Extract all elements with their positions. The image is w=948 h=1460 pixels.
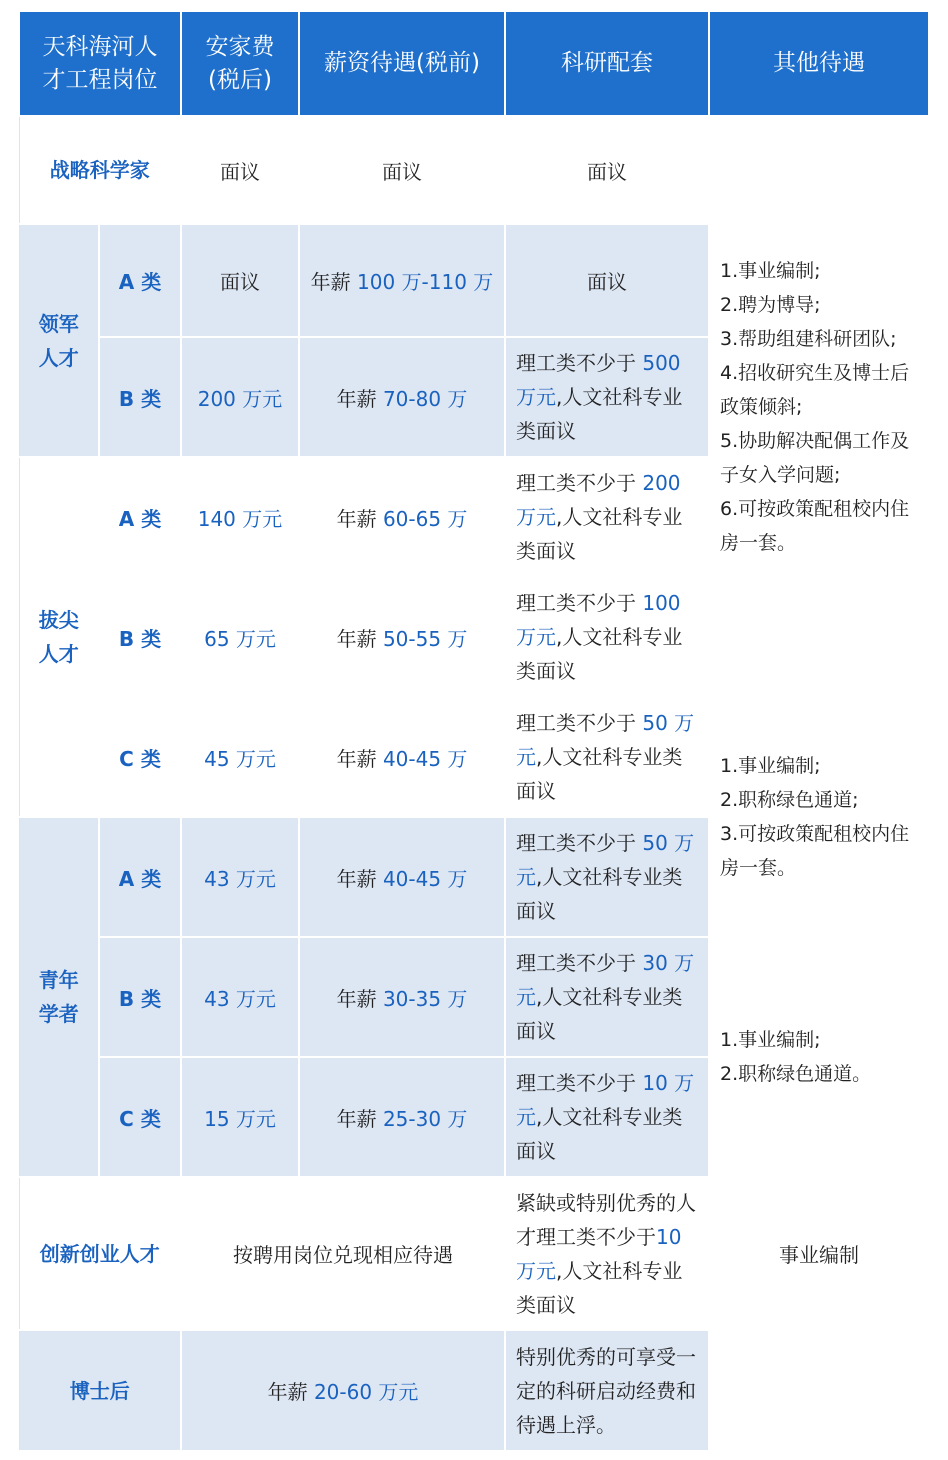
research-text: ,人文社科专业类面议	[516, 625, 683, 683]
research-text: ,人文社科专业类面议	[516, 865, 683, 923]
salary-cell	[299, 337, 505, 457]
settle-cell: 45 万元	[181, 697, 299, 817]
table-row	[19, 697, 929, 817]
salary-amount: 70-80 万	[382, 386, 468, 411]
class-label: A 类	[99, 457, 181, 577]
research-text: ,人文社科专业类面议	[516, 505, 683, 563]
header-settle-line2: (税后)	[208, 66, 272, 93]
category-innovation: 创新创业人才	[19, 1177, 181, 1330]
research-text: ,人文社科专业类面议	[516, 1105, 683, 1163]
research-cell: 特别优秀的可享受一定的科研启动经费和待遇上浮。	[505, 1330, 709, 1451]
salary-amount: 100 万-110 万	[357, 270, 494, 294]
research-text: ,人文社科专业类面议	[516, 385, 683, 443]
benefit-item: 1.事业编制;	[720, 755, 821, 777]
salary-prefix: 年薪	[336, 386, 377, 411]
salary-cell	[299, 937, 505, 1057]
salary-cell: 面议	[299, 116, 505, 224]
salary-amount: 60-65 万	[382, 506, 468, 531]
other-benefits-group2	[709, 697, 929, 937]
settle-cell: 43 万元	[181, 937, 299, 1057]
settle-cell: 65 万元	[181, 577, 299, 697]
research-text: 理工类不少于	[516, 711, 636, 735]
class-label: B 类	[99, 937, 181, 1057]
combined-cell: 按聘用岗位兑现相应待遇	[181, 1177, 505, 1330]
salary-amount: 20-60 万元	[313, 1380, 419, 1404]
salary-cell	[299, 697, 505, 817]
research-cell	[505, 1177, 709, 1330]
header-other: 其他待遇	[709, 11, 929, 116]
category-young	[19, 817, 99, 1177]
settle-cell: 面议	[181, 116, 299, 224]
research-text: ,人文社科专业类面议	[516, 1258, 683, 1317]
salary-amount: 30-35 万	[382, 986, 468, 1011]
research-text: 理工类不少于	[516, 831, 636, 855]
research-cell	[505, 697, 709, 817]
research-text: 理工类不少于	[516, 351, 636, 375]
class-label: A 类	[99, 224, 181, 337]
research-cell: 面议	[505, 116, 709, 224]
salary-amount: 50-55 万	[382, 626, 468, 651]
category-young-line1: 青年	[38, 968, 79, 992]
combined-cell	[181, 1330, 505, 1451]
research-cell	[505, 1057, 709, 1177]
benefit-item: 4.招收研究生及博士后政策倾斜;	[720, 361, 910, 418]
other-benefits-postdoc	[709, 1330, 929, 1451]
class-label: C 类	[99, 697, 181, 817]
research-amount: 100 万元	[516, 591, 681, 649]
salary-prefix: 年薪	[336, 746, 377, 771]
salary-amount: 40-45 万	[382, 866, 468, 891]
benefit-item: 3.帮助组建科研团队;	[720, 327, 897, 350]
research-cell	[505, 817, 709, 937]
salary-prefix: 年薪	[267, 1380, 308, 1404]
settle-cell: 15 万元	[181, 1057, 299, 1177]
research-text: 理工类不少于	[516, 591, 636, 615]
salary-prefix: 年薪	[336, 626, 377, 651]
benefit-item: 2.职称绿色通道。	[720, 1063, 872, 1085]
research-amount: 50 万元	[516, 831, 695, 889]
class-label: A 类	[99, 817, 181, 937]
talent-policy-table	[18, 10, 930, 1452]
salary-cell	[299, 457, 505, 577]
category-strategic: 战略科学家	[19, 116, 181, 224]
salary-prefix: 年薪	[336, 1106, 377, 1131]
research-cell	[505, 337, 709, 457]
benefit-item: 3.可按政策配租校内住房一套。	[720, 823, 910, 879]
salary-cell	[299, 817, 505, 937]
other-benefits-innovation: 事业编制	[709, 1177, 929, 1330]
category-top	[19, 457, 99, 817]
category-young-line2: 学者	[38, 1002, 79, 1026]
category-leader-line1: 领军	[38, 311, 79, 336]
research-text: 理工类不少于	[516, 471, 636, 495]
table-row	[19, 1177, 929, 1330]
research-text: 理工类不少于	[516, 951, 636, 975]
research-text: ,人文社科专业类面议	[516, 985, 683, 1043]
benefit-item: 6.可按政策配租校内住房一套。	[720, 497, 910, 554]
category-leader-line2: 人才	[38, 345, 79, 370]
settle-cell: 200 万元	[181, 337, 299, 457]
settle-cell: 140 万元	[181, 457, 299, 577]
header-position: 天科海河人才工程岗位	[19, 11, 181, 116]
research-amount: 10 万元	[516, 1224, 682, 1283]
header-settle-line1: 安家费	[205, 33, 275, 60]
benefit-item: 1.事业编制;	[720, 1029, 821, 1051]
benefit-item: 1.事业编制;	[720, 259, 821, 282]
research-amount: 50 万元	[516, 711, 695, 769]
research-amount: 30 万元	[516, 951, 695, 1009]
table-row	[19, 116, 929, 224]
research-text: 紧缺或特别优秀的人才理工类不少于	[516, 1190, 696, 1249]
class-label: B 类	[99, 577, 181, 697]
category-top-line2: 人才	[38, 642, 79, 666]
salary-cell	[299, 577, 505, 697]
table-row	[19, 937, 929, 1057]
other-benefits-group1	[709, 116, 929, 697]
settle-cell: 43 万元	[181, 817, 299, 937]
salary-cell	[299, 1057, 505, 1177]
research-cell	[505, 937, 709, 1057]
header-salary: 薪资待遇(税前)	[299, 11, 505, 116]
salary-amount: 40-45 万	[382, 746, 468, 771]
category-leader	[19, 224, 99, 457]
header-settle	[181, 11, 299, 116]
category-postdoc: 博士后	[19, 1330, 181, 1451]
benefit-item: 2.聘为博导;	[720, 293, 821, 316]
table-row	[19, 1330, 929, 1451]
research-cell	[505, 457, 709, 577]
benefit-item: 2.职称绿色通道;	[720, 789, 859, 811]
research-text: 理工类不少于	[516, 1071, 636, 1095]
class-label: B 类	[99, 337, 181, 457]
salary-prefix: 年薪	[336, 506, 377, 531]
salary-prefix: 年薪	[336, 986, 377, 1011]
research-text: ,人文社科专业类面议	[516, 745, 683, 803]
research-cell: 面议	[505, 224, 709, 337]
research-cell	[505, 577, 709, 697]
research-amount: 200 万元	[516, 471, 681, 529]
settle-cell: 面议	[181, 224, 299, 337]
class-label: C 类	[99, 1057, 181, 1177]
header-research: 科研配套	[505, 11, 709, 116]
salary-cell	[299, 224, 505, 337]
category-top-line1: 拔尖	[38, 608, 79, 632]
benefit-item: 5.协助解决配偶工作及子女入学问题;	[720, 429, 910, 486]
other-benefits-group3	[709, 937, 929, 1177]
salary-prefix: 年薪	[336, 866, 377, 891]
header-row	[19, 11, 929, 116]
salary-prefix: 年薪	[310, 270, 351, 294]
salary-amount: 25-30 万	[382, 1106, 468, 1131]
research-amount: 500 万元	[516, 351, 681, 409]
research-amount: 10 万元	[516, 1071, 695, 1129]
